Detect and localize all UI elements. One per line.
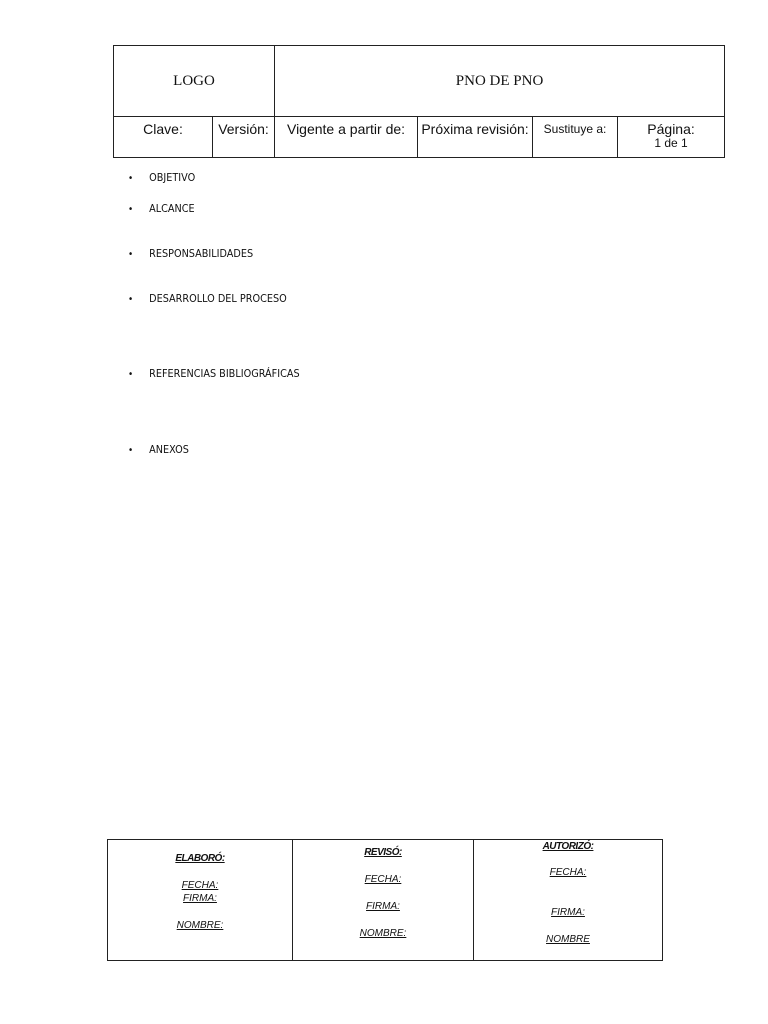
logo-placeholder: LOGO [173, 72, 215, 89]
list-item [128, 443, 189, 456]
version-cell [213, 117, 275, 158]
bullet-icon: • [128, 294, 134, 305]
pagina-cell [618, 117, 725, 158]
signature-table [107, 839, 663, 961]
document-title: PNO DE PNO [455, 72, 544, 89]
bullet-icon: • [128, 249, 134, 260]
list-item [128, 171, 195, 184]
bullet-icon: • [128, 173, 134, 184]
proxima-revision-label: Próxima revisión: [421, 121, 529, 137]
section-desarrollo: DESARROLLO DEL PROCESO [149, 292, 287, 305]
bullet-icon: • [128, 445, 134, 456]
list-item [128, 247, 253, 260]
title-cell [275, 46, 725, 117]
elaboro-fecha: FECHA: [181, 880, 219, 891]
list-item [128, 367, 300, 380]
reviso-nombre: NOMBRE: [359, 928, 407, 939]
section-objetivo: OBJETIVO [149, 171, 196, 184]
proxima-revision-cell [418, 117, 533, 158]
reviso-firma: FIRMA: [366, 901, 400, 912]
clave-label: Clave: [143, 121, 183, 137]
pagina-label: Página: [647, 121, 695, 137]
clave-cell [114, 117, 213, 158]
elaboro-nombre: NOMBRE: [176, 920, 224, 931]
sustituye-cell [533, 117, 618, 158]
autorizo-fecha: FECHA: [549, 867, 587, 878]
list-item [128, 292, 287, 305]
elaboro-firma: FIRMA: [183, 893, 217, 904]
section-alcance: ALCANCE [149, 202, 195, 215]
bullet-icon: • [128, 204, 134, 215]
vigente-label: Vigente a partir de: [286, 121, 406, 137]
autorizo-firma: FIRMA: [551, 907, 585, 918]
elaboro-cell [108, 840, 293, 961]
bullet-icon: • [128, 369, 134, 380]
section-anexos: ANEXOS [149, 443, 189, 456]
vigente-cell [275, 117, 418, 158]
section-referencias: REFERENCIAS BIBLIOGRÁFICAS [149, 367, 300, 380]
logo-cell [114, 46, 275, 117]
document-header-table [113, 45, 725, 158]
reviso-cell [293, 840, 474, 961]
page-number: 1 de 1 [654, 136, 688, 150]
autorizo-nombre: NOMBRE [546, 934, 590, 945]
list-item [128, 202, 195, 215]
reviso-title: REVISÓ: [364, 847, 402, 858]
version-label: Versión: [218, 121, 269, 137]
autorizo-title: AUTORIZÓ: [542, 841, 594, 852]
autorizo-cell [474, 840, 663, 961]
section-responsabilidades: RESPONSABILIDADES [149, 247, 254, 260]
reviso-fecha: FECHA: [364, 874, 402, 885]
elaboro-title: ELABORÓ: [175, 853, 225, 864]
sustituye-label: Sustituye a: [543, 122, 607, 136]
